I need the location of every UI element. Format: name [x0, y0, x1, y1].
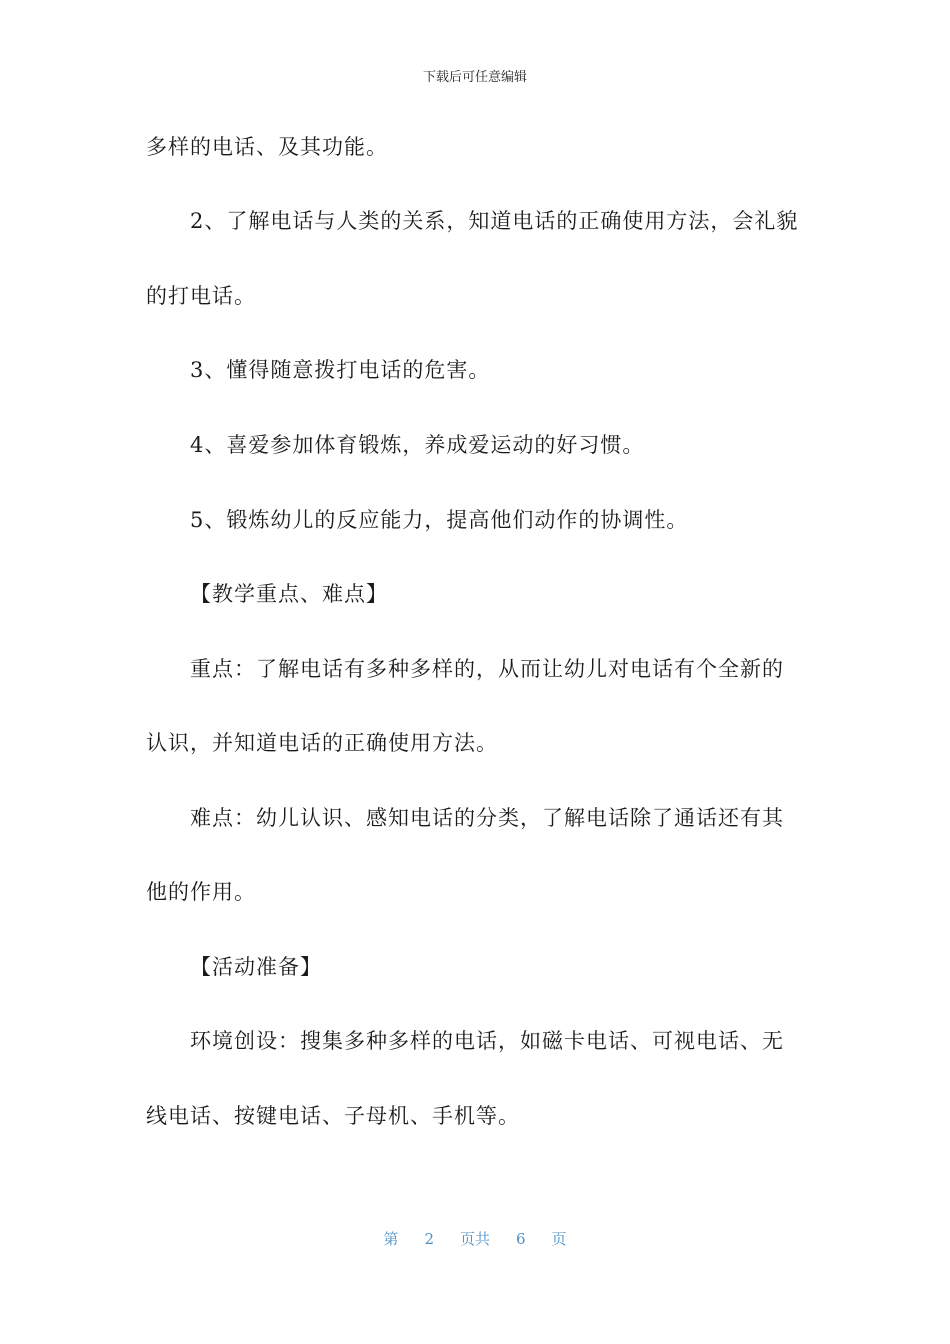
paragraph-line: 他的作用。: [146, 880, 256, 904]
footer-page-label: 第: [383, 1230, 399, 1248]
header-text: 下载后可任意编辑: [422, 70, 527, 85]
paragraph-line: 2、了解电话与人类的关系，知道电话的正确使用方法，会礼貌: [190, 209, 799, 233]
section-heading: 【教学重点、难点】: [190, 582, 388, 606]
paragraph-line: 的打电话。: [146, 284, 256, 308]
paragraph-line: 难点：幼儿认识、感知电话的分类，了解电话除了通话还有其: [190, 806, 784, 830]
paragraph-line: 多样的电话、及其功能。: [146, 135, 388, 159]
footer-total-pages: 6: [516, 1230, 526, 1248]
paragraph-line: 认识，并知道电话的正确使用方法。: [146, 731, 498, 755]
section-heading: 【活动准备】: [190, 955, 322, 979]
footer-total-unit: 页: [551, 1230, 567, 1248]
page-header: [0, 66, 950, 85]
paragraph-line: 重点：了解电话有多种多样的，从而让幼儿对电话有个全新的: [190, 657, 784, 681]
page-footer: [0, 1228, 950, 1249]
paragraph-line: 3、懂得随意拨打电话的危害。: [190, 358, 491, 382]
footer-page-unit: 页共: [459, 1230, 490, 1248]
paragraph-line: 4、喜爱参加体育锻炼，养成爱运动的好习惯。: [190, 433, 645, 457]
paragraph-line: 线电话、按键电话、子母机、手机等。: [146, 1104, 520, 1128]
paragraph-line: 环境创设：搜集多种多样的电话，如磁卡电话、可视电话、无: [190, 1029, 784, 1053]
paragraph-line: 5、锻炼幼儿的反应能力，提高他们动作的协调性。: [190, 508, 689, 532]
footer-page-number: 2: [424, 1230, 434, 1248]
